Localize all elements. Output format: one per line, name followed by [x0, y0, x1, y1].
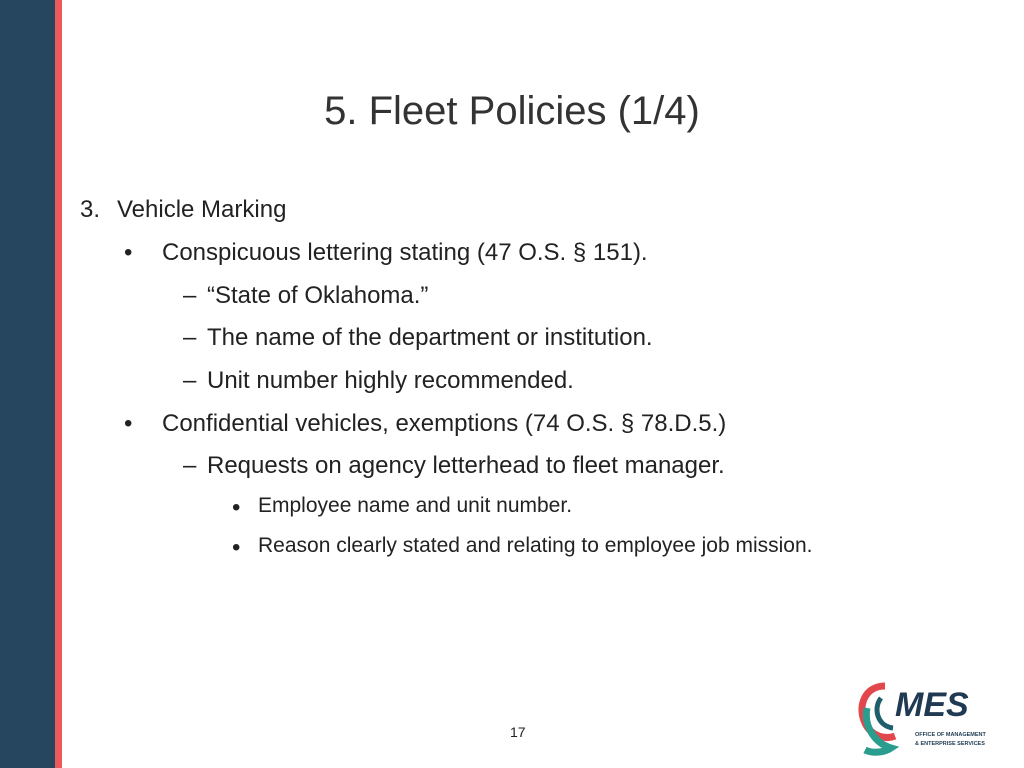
sub-bullet-text: Unit number highly recommended.: [207, 367, 574, 394]
svg-text:& ENTERPRISE SERVICES: & ENTERPRISE SERVICES: [915, 741, 985, 747]
dash-marker: –: [183, 367, 197, 394]
bullet-marker: •: [124, 239, 133, 266]
dash-marker: –: [183, 452, 197, 479]
bullet-marker: •: [124, 410, 133, 437]
item-label: Vehicle Marking: [117, 196, 287, 223]
sub-bullet-text: The name of the department or institution.: [207, 324, 653, 351]
bullet-text: Confidential vehicles, exemptions (74 O.S. § 78.D.5.): [162, 410, 727, 437]
slide-title: 5. Fleet Policies (1/4): [324, 89, 700, 133]
sub-sub-bullet-text: Reason clearly stated and relating to employee job mission.: [258, 534, 813, 557]
omes-logo: [855, 678, 1005, 762]
sub-bullet-text: Requests on agency letterhead to fleet manager.: [207, 452, 725, 479]
sub-bullet-text: “State of Oklahoma.”: [207, 282, 429, 309]
dash-marker: –: [183, 324, 197, 351]
dash-marker: –: [183, 282, 197, 309]
bullet-text: Conspicuous lettering stating (47 O.S. § 151).: [162, 239, 648, 266]
item-number: 3.: [80, 196, 101, 223]
bullet-marker: •: [232, 494, 241, 521]
logo-text: MES: [895, 686, 969, 724]
bullet-marker: •: [232, 534, 241, 561]
page-number: 17: [510, 724, 526, 740]
sub-sub-bullet-text: Employee name and unit number.: [258, 494, 573, 517]
svg-text:OFFICE OF MANAGEMENT: OFFICE OF MANAGEMENT: [915, 732, 986, 738]
